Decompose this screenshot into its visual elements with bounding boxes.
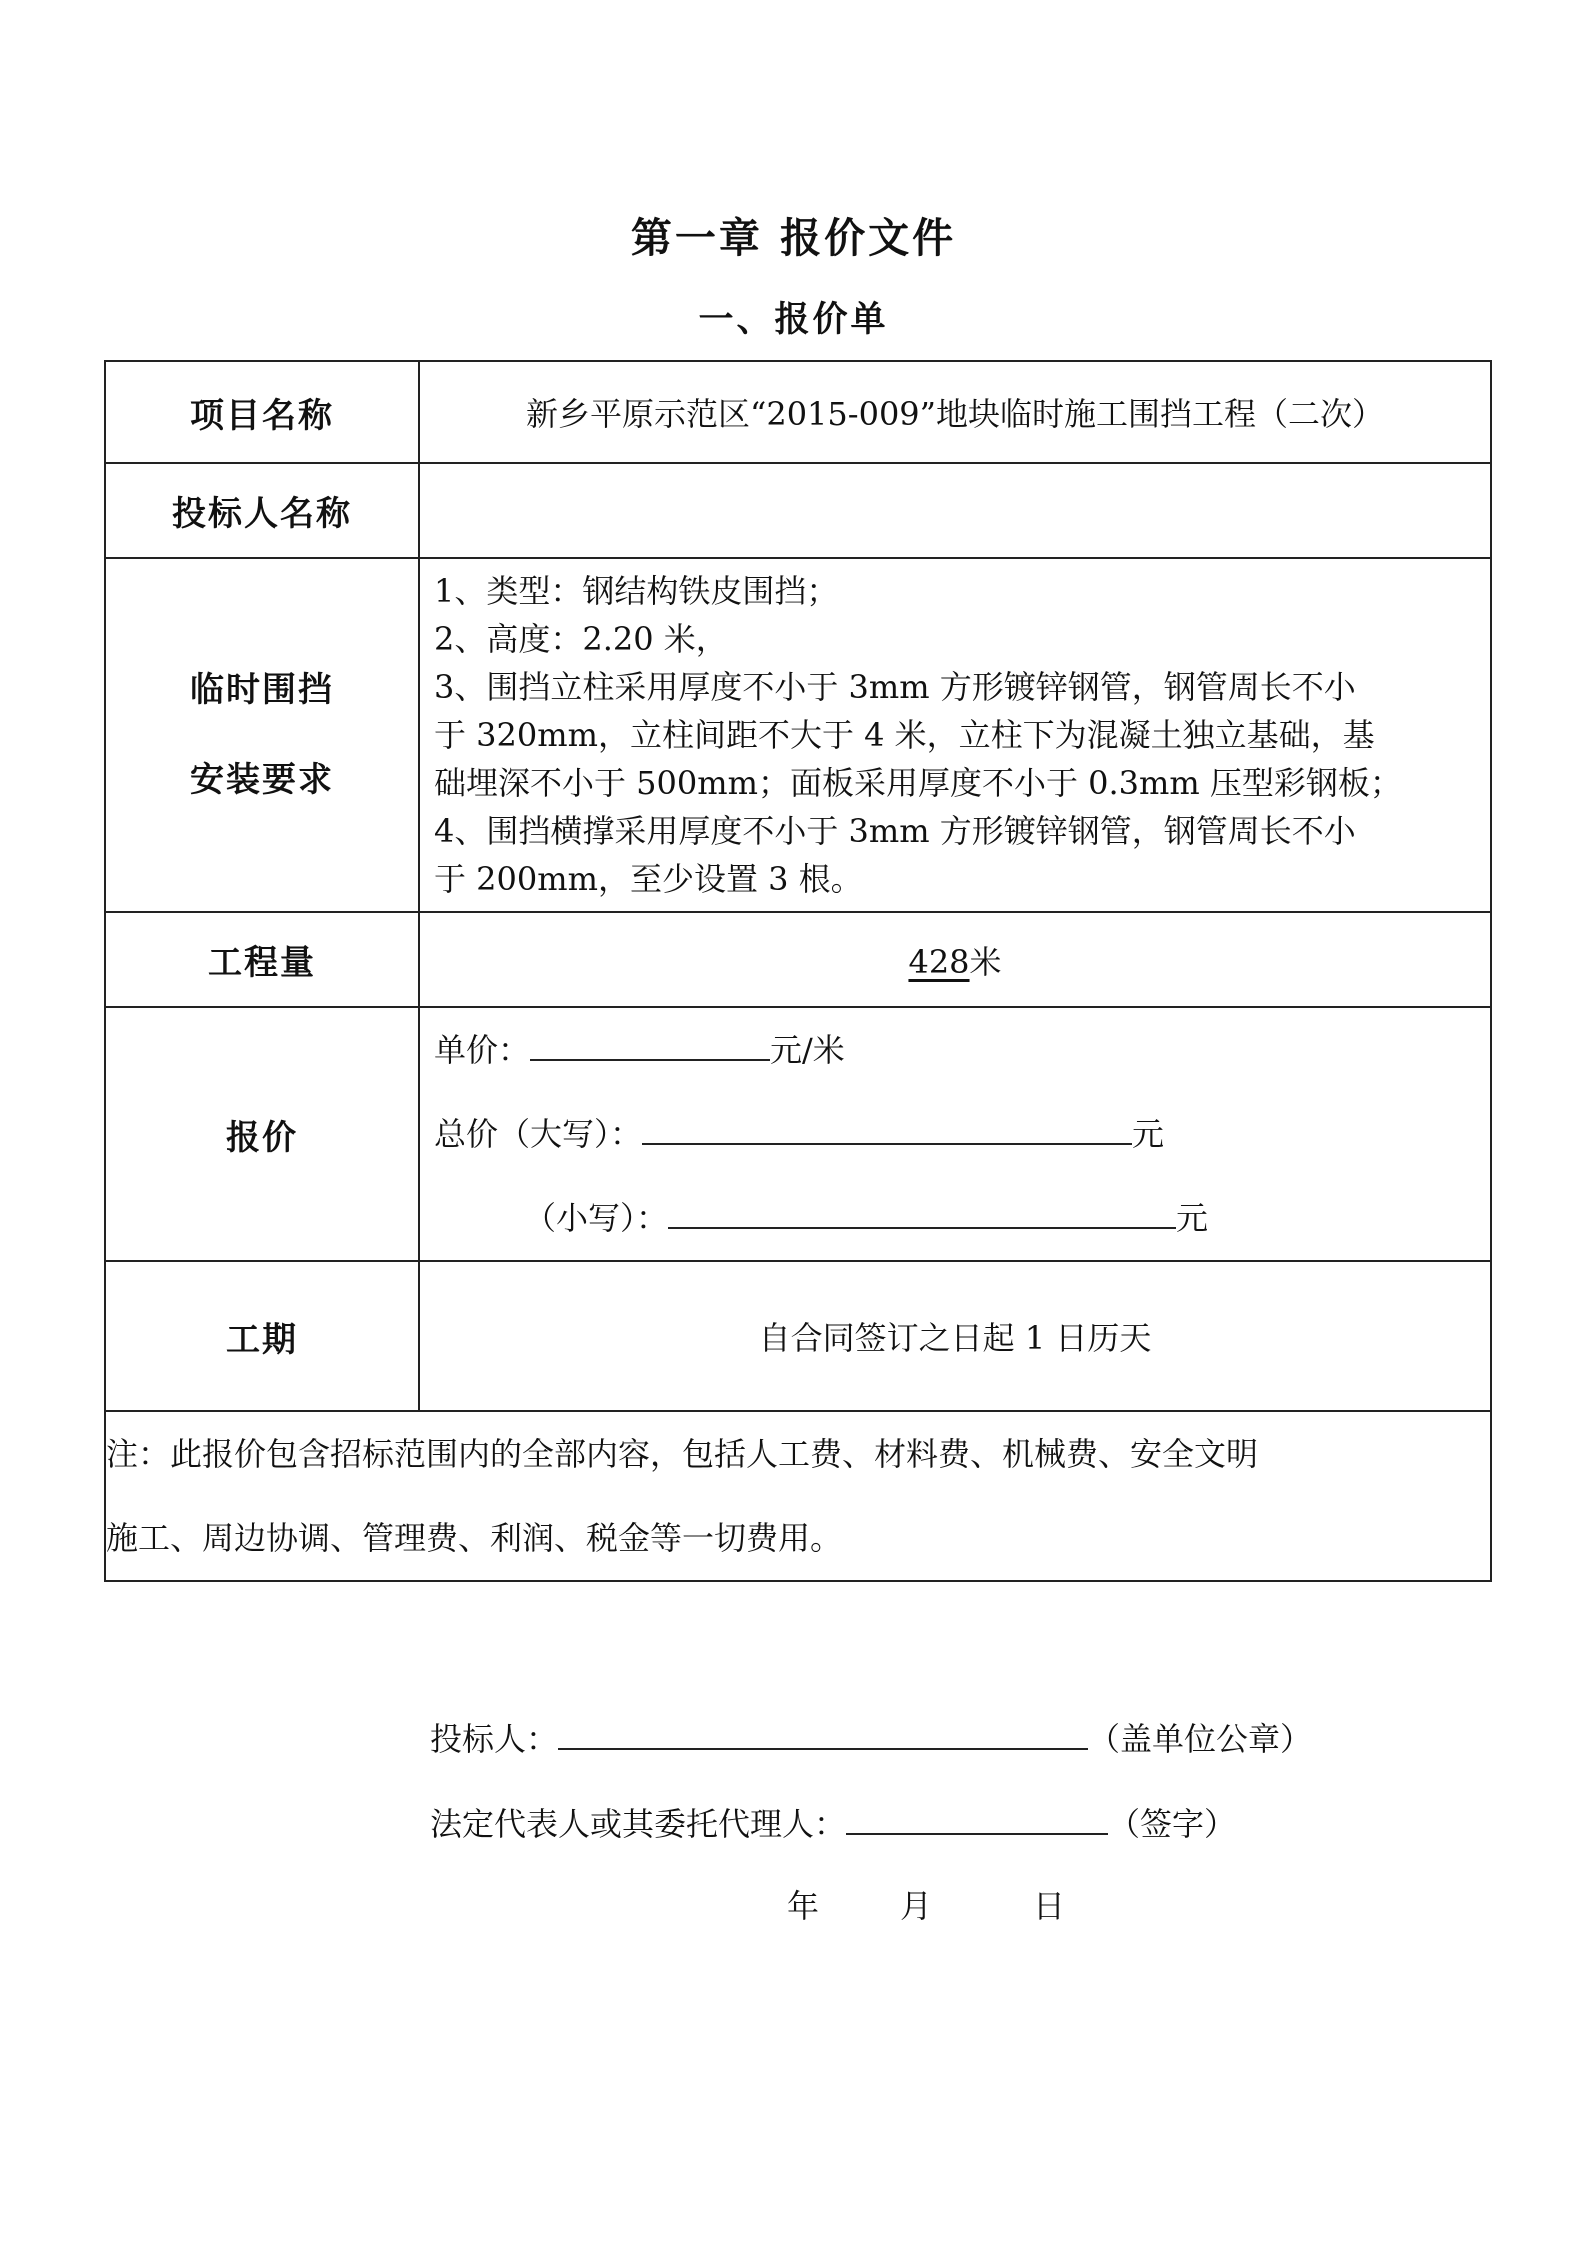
table-row-note [105,1411,1491,1581]
unit-price-line [420,1008,1490,1092]
rep-sign-blank[interactable] [846,1797,1108,1835]
requirements-label-line2: 安装要求 [190,760,334,800]
total-upper-line [420,1092,1490,1176]
bidder-sign-label: 投标人： [430,1720,559,1758]
bidder-name-label: 投标人名称 [105,463,419,558]
unit-price-label: 单价： [434,1031,531,1069]
requirement-line: 础埋深不小于 500mm；面板采用厚度不小于 0.3mm 压型彩钢板； [434,764,1402,802]
bidder-sign-blank[interactable] [558,1712,1088,1750]
total-lower-label: （小写）： [524,1199,669,1237]
requirements-label-line1: 临时围挡 [190,670,334,710]
requirement-line: 3、围挡立柱采用厚度不小于 3mm 方形镀锌钢管，钢管周长不小 [434,668,1356,706]
project-name-value: 新乡平原示范区“2015-009”地块临时施工围挡工程（二次） [419,361,1491,463]
requirements-content [419,558,1491,912]
rep-sign-suffix: （签字） [1108,1805,1237,1843]
total-lower-unit: 元 [1176,1199,1209,1237]
table-row-bidder [105,463,1491,558]
table-row-project [105,361,1491,463]
requirement-line: 2、高度：2.20 米， [434,620,728,658]
note-cell [105,1411,1491,1581]
project-name-label: 项目名称 [105,361,419,463]
bidder-signature-line [430,1712,1312,1760]
table-row-quantity [105,912,1491,1007]
quantity-unit: 米 [969,942,1002,981]
total-lower-line [420,1176,1490,1260]
requirement-line: 1、类型：钢结构铁皮围挡； [434,572,839,610]
price-label: 报价 [105,1007,419,1261]
requirements-label [105,558,419,912]
total-upper-unit: 元 [1132,1115,1165,1153]
note-line: 施工、周边协调、管理费、利润、税金等一切费用。 [106,1519,843,1557]
quantity-value: 428 [908,942,970,981]
date-year: 年 [787,1887,820,1925]
total-lower-blank[interactable] [668,1191,1176,1229]
chapter-title: 第一章 报价文件 [630,214,957,262]
unit-price-unit: 元/米 [770,1031,845,1069]
rep-sign-label: 法定代表人或其委托代理人： [430,1805,847,1843]
requirement-line: 于 320mm，立柱间距不大于 4 米，立柱下为混凝土独立基础，基 [434,716,1375,754]
total-upper-label: 总价（大写）： [434,1115,643,1153]
bidder-sign-suffix: （盖单位公章） [1088,1720,1313,1758]
note-line: 注：此报价包含招标范围内的全部内容，包括人工费、材料费、机械费、安全文明 [106,1435,1259,1473]
table-row-requirements [105,558,1491,912]
date-day: 日 [1033,1887,1066,1925]
section-title: 一、报价单 [698,300,889,340]
total-upper-blank[interactable] [642,1107,1132,1145]
quantity-cell [419,912,1491,1007]
period-value: 自合同签订之日起 1 日历天 [419,1261,1491,1411]
requirement-line: 4、围挡横撑采用厚度不小于 3mm 方形镀锌钢管，钢管周长不小 [434,812,1356,850]
quotation-table [104,360,1492,1582]
representative-signature-line [430,1797,1236,1845]
unit-price-blank[interactable] [530,1023,770,1061]
requirement-line: 于 200mm，至少设置 3 根。 [434,860,863,898]
table-row-price [105,1007,1491,1261]
quantity-label: 工程量 [105,912,419,1007]
date-month: 月 [900,1887,933,1925]
bidder-name-value[interactable] [419,463,1491,558]
table-row-period [105,1261,1491,1411]
period-label: 工期 [105,1261,419,1411]
price-cell [419,1007,1491,1261]
